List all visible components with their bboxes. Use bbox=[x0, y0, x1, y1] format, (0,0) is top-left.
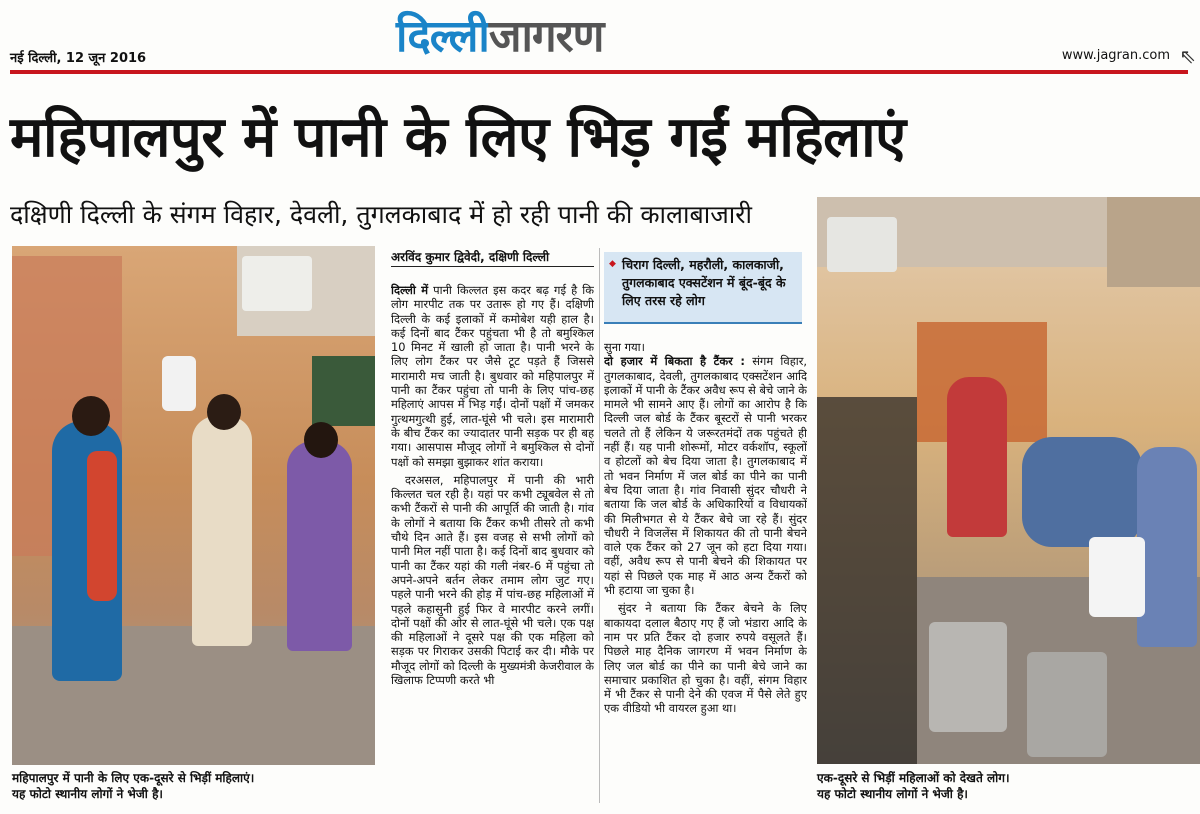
logo-part-delhi: दिल्ली bbox=[396, 11, 489, 62]
logo-part-jagran: जागरण bbox=[488, 11, 604, 62]
mouse-pointer-icon: ⇖ bbox=[1179, 44, 1196, 68]
article-column-1 bbox=[391, 283, 594, 808]
paragraph-lead: दिल्ली में bbox=[391, 283, 429, 297]
diamond-bullet-icon: ◆ bbox=[609, 259, 616, 269]
masthead-rule bbox=[10, 70, 1188, 74]
subhead-tanker: दो हजार में बिकता है टैंकर : bbox=[604, 354, 745, 369]
byline-rule bbox=[391, 266, 594, 267]
paragraph-text: संगम विहार, तुगलकाबाद, देवली, तुगलकाबाद एक्सटेंशन आदि इलाकों में पानी के टैंकर अवैध रूप से बेचे जाने के मामले भी सामने आए हैं। लोगों का आरोप है कि दिल्ली जल बोर्ड के टैंकर बूस्टरों से पानी भरकर चलते तो हैं लेकिन ये जरूरतमंदों तक पहुंचते ही नहीं हैं। यह पानी शोरूमों, मोटर वर्कशॉप, स्कूलों व होटलों को बेच दिया जाता है। तुगलकाबाद में तो भवन निर्माण में जल बोर्ड का पीने का पानी बेच दिया जाता है। गांव निवासी सुंदर चौधरी ने बताया कि जल बोर्ड के अधिकारियों व विधायकों की मिलीभगत से ये टैंकर बेचे जा रहे हैं। सुंदर चौधरी ने विजलेंस में शिकायत की तो पानी बेचने वाले एक टैंकर को 27 जून को हटा दिया गया। वहीं, अवैध रूप से पानी बेचने की शिकायत पर यहां से पिछले एक माह में आठ अन्य टैंकरों को भी हटाया जा चुका है। bbox=[604, 354, 807, 598]
pull-quote-text: चिराग दिल्ली, महरौली, कालकाजी, तुगलकाबाद एक्सटेंशन में बूंद-बूंद के लिए तरस रहे लोग bbox=[622, 257, 786, 308]
article-byline: अरविंद कुमार द्विवेदी, दक्षिणी दिल्ली bbox=[391, 250, 550, 264]
article-column-2 bbox=[604, 340, 807, 810]
article-paragraph: सुना गया। bbox=[604, 340, 645, 354]
photo-women-fighting bbox=[12, 246, 375, 765]
column-divider bbox=[599, 248, 600, 803]
photo-people-watching bbox=[817, 197, 1200, 764]
caption-credit: यह फोटो स्थानीय लोगों ने भेजी है। bbox=[12, 787, 163, 801]
photo-caption-left bbox=[12, 770, 382, 802]
caption-credit: यह फोटो स्थानीय लोगों ने भेजी है। bbox=[817, 787, 968, 801]
photo-caption-right bbox=[817, 770, 1200, 802]
website-url: www.jagran.com bbox=[1061, 48, 1170, 63]
article-paragraph bbox=[604, 354, 807, 597]
article-paragraph: दरअसल, महिपालपुर में पानी की भारी किल्लत चल रही है। यहां पर कभी ट्यूबवेल से तो कभी टैंकरों से पानी की आपूर्ति की जाती है। गांव के लोगों ने बताया कि टैंकर कभी तीसरे तो कभी चौथे दिन आते हैं। इस वजह से सभी लोगों को पानी मिल नहीं पाता है। कई दिनों बाद बुधवार को पानी का टैंकर यहां की गली नंबर-6 में पहुंचा तो अपने-अपने बर्तन लेकर तमाम लोग जुट गए। पहले पानी भरने की होड़ में पांच-छह महिलाओं में पहले कहासुनी हुई फिर वे मारपीट करने लगीं। दोनों पक्षों की ओर से लात-घूंसे भी चले। एक पक्ष की महिलाओं ने दूसरे पक्ष की एक महिला को सड़क पर गिराकर उसकी पिटाई कर दी। मौके पर मौजूद लोगों को दिल्ली के मुख्यमंत्री केजरीवाल के खिलाफ टिप्पणी करते भी bbox=[391, 472, 594, 688]
caption-line: एक-दूसरे से भिड़ीं महिलाओं को देखते लोग। bbox=[817, 771, 1010, 785]
newspaper-logo bbox=[396, 10, 603, 64]
article-paragraph bbox=[391, 283, 594, 469]
edition-date: नई दिल्ली, 12 जून 2016 bbox=[10, 51, 147, 66]
sub-headline: दक्षिणी दिल्ली के संगम विहार, देवली, तुगलकाबाद में हो रही पानी की कालाबाजारी bbox=[10, 200, 752, 229]
main-headline: महिपालपुर में पानी के लिए भिड़ गईं महिलाएं bbox=[10, 105, 906, 170]
paragraph-text: पानी किल्लत इस कदर बढ़ गई है कि लोग मारपीट तक पर उतारू हो गए हैं। दक्षिणी दिल्ली के कई इलाकों में कमोबेश यही हाल है। कई दिनों बाद टैंकर पहुंचता भी है तो बमुश्किल 10 मिनट में खाली हो जाता है। पानी भरने के लिए लोग टैंकर पर जैसे टूट पड़ते हैं जिससे मारामारी मच जाती है। बुधवार को महिपालपुर में पानी का टैंकर पहुंचा तो पानी के लिए पांच-छह महिलाएं आपस में भिड़ गईं। दोनों पक्षों में जमकर गुत्थमगुत्थी हुई, लात-घूंसे भी चले। इस मारामारी के बीच टैंकर का ज्यादातर पानी सड़क पर ही बह गया। आसपास मौजूद लोगों ने बमुश्किल से दोनों पक्षों को समझा बुझाकर शांत कराया। bbox=[391, 283, 594, 469]
article-paragraph: सुंदर ने बताया कि टैंकर बेचने के लिए बाकायदा दलाल बैठाए गए हैं जो भंडारा आदि के नाम पर प्रति टैंकर दो हजार रुपये वसूलते हैं। पिछले माह दैनिक जागरण में भवन निर्माण के लिए जल बोर्ड का पीने का पानी बेचे जाने का समाचार प्रकाशित हो चुका है। वहीं, संगम विहार में भी टैंकर से पानी देने की एवज में पैसे लेते हुए एक वीडियो भी वायरल हुआ था। bbox=[604, 601, 807, 716]
caption-line: महिपालपुर में पानी के लिए एक-दूसरे से भिड़ीं महिलाएं। bbox=[12, 771, 255, 785]
